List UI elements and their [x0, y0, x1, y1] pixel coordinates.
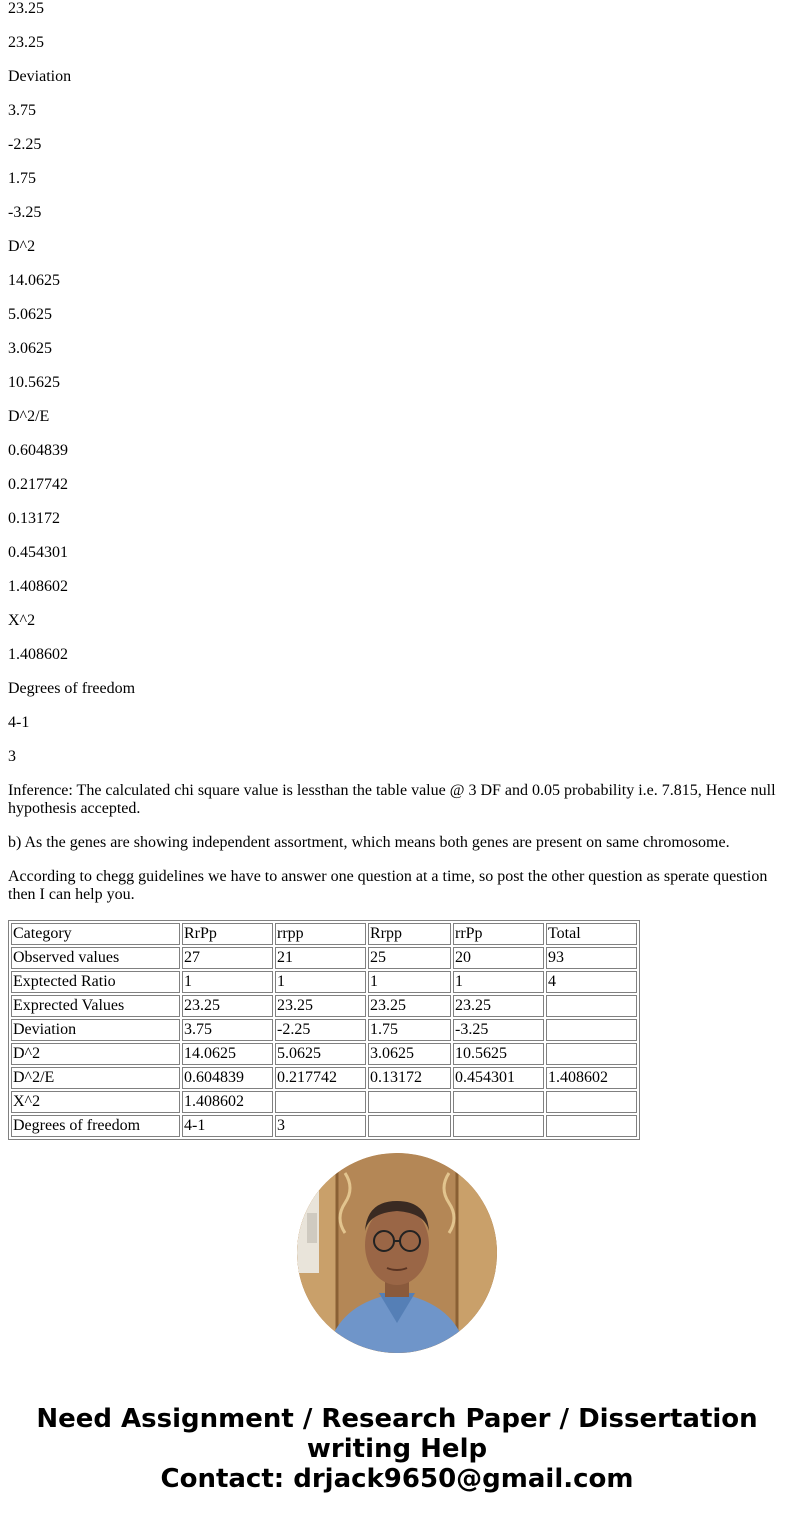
chi-square-table — [8, 920, 640, 1140]
table-cell — [368, 1115, 451, 1137]
table-cell: 0.604839 — [182, 1067, 273, 1089]
table-cell: D^2/E — [11, 1067, 180, 1089]
answer-paragraph: 5.0625 — [8, 306, 52, 323]
answer-paragraph: 3.0625 — [8, 340, 52, 357]
answer-paragraph: 1.75 — [8, 170, 36, 187]
table-header-cell: RrPp — [182, 923, 273, 945]
table-cell: 21 — [275, 947, 366, 969]
answer-paragraph: 23.25 — [8, 34, 44, 51]
table-cell: 1.408602 — [546, 1067, 637, 1089]
answer-paragraph: Deviation — [8, 68, 72, 85]
table-cell: -3.25 — [453, 1019, 544, 1041]
table-cell — [546, 995, 637, 1017]
table-row — [11, 1115, 637, 1137]
table-cell: 3.75 — [182, 1019, 273, 1041]
table-cell: Exptected Ratio — [11, 971, 180, 993]
table-cell: 3.0625 — [368, 1043, 451, 1065]
table-cell: 1 — [368, 971, 451, 993]
table-header-cell: Category — [11, 923, 180, 945]
table-cell: 27 — [182, 947, 273, 969]
answer-paragraphs — [8, 0, 786, 904]
answer-paragraph: D^2 — [8, 238, 36, 255]
table-cell: Observed values — [11, 947, 180, 969]
contact-banner — [0, 1404, 794, 1494]
author-avatar — [297, 1153, 497, 1353]
answer-paragraph: 23.25 — [8, 0, 44, 17]
table-cell — [275, 1091, 366, 1113]
table-row — [11, 1067, 637, 1089]
table-cell: 0.13172 — [368, 1067, 451, 1089]
table-cell: 0.217742 — [275, 1067, 366, 1089]
table-cell — [453, 1091, 544, 1113]
answer-paragraph: 3.75 — [8, 102, 36, 119]
table-cell: Exprected Values — [11, 995, 180, 1017]
table-cell — [546, 1091, 637, 1113]
table-cell: 23.25 — [182, 995, 273, 1017]
table-header-cell: Total — [546, 923, 637, 945]
table-cell: 1 — [182, 971, 273, 993]
table-cell: 93 — [546, 947, 637, 969]
table-cell: X^2 — [11, 1091, 180, 1113]
table-cell: 1.408602 — [182, 1091, 273, 1113]
answer-paragraph: 0.604839 — [8, 442, 68, 459]
table-cell: 23.25 — [368, 995, 451, 1017]
answer-paragraph: Inference: The calculated chi square value is lessthan the table value @ 3 DF and 0.05 probability i.e. 7.815, Hence null hypothesis accepted. — [8, 782, 776, 817]
answer-paragraph: 1.408602 — [8, 646, 68, 663]
table-cell: Degrees of freedom — [11, 1115, 180, 1137]
table-cell — [368, 1091, 451, 1113]
table-cell: 23.25 — [275, 995, 366, 1017]
portrait-icon — [297, 1153, 497, 1353]
answer-paragraph: 1.408602 — [8, 578, 68, 595]
table-cell: 1 — [275, 971, 366, 993]
answer-paragraph: X^2 — [8, 612, 36, 629]
table-cell: 10.5625 — [453, 1043, 544, 1065]
banner-line-2: writing Help — [306, 1434, 488, 1464]
answer-content — [8, 0, 786, 1140]
answer-paragraph: 0.13172 — [8, 510, 60, 527]
answer-paragraph: Degrees of freedom — [8, 680, 136, 697]
answer-paragraph: b) As the genes are showing independent assortment, which means both genes are present on same chromosome. — [8, 834, 730, 851]
answer-paragraph: According to chegg guidelines we have to answer one question at a time, so post the other question as sperate question then I can help you. — [8, 868, 768, 903]
answer-paragraph: 4-1 — [8, 714, 30, 731]
table-cell — [453, 1115, 544, 1137]
table-row — [11, 995, 637, 1017]
table-row — [11, 947, 637, 969]
answer-paragraph: -3.25 — [8, 204, 42, 221]
table-header-cell: rrPp — [453, 923, 544, 945]
answer-paragraph: 10.5625 — [8, 374, 60, 391]
table-header-cell: Rrpp — [368, 923, 451, 945]
table-cell: 14.0625 — [182, 1043, 273, 1065]
table-cell: 23.25 — [453, 995, 544, 1017]
banner-line-1: Need Assignment / Research Paper / Dissertation — [36, 1404, 758, 1434]
table-row — [11, 971, 637, 993]
table-cell: 20 — [453, 947, 544, 969]
answer-paragraph: 3 — [8, 748, 16, 765]
table-header-row — [11, 923, 637, 945]
answer-paragraph: -2.25 — [8, 136, 42, 153]
answer-paragraph: 0.454301 — [8, 544, 68, 561]
table-cell: 5.0625 — [275, 1043, 366, 1065]
table-cell: 0.454301 — [453, 1067, 544, 1089]
table-cell: 4 — [546, 971, 637, 993]
table-cell: D^2 — [11, 1043, 180, 1065]
table-cell: 25 — [368, 947, 451, 969]
table-cell: 4-1 — [182, 1115, 273, 1137]
table-cell: Deviation — [11, 1019, 180, 1041]
table-row — [11, 1019, 637, 1041]
answer-paragraph: 14.0625 — [8, 272, 60, 289]
table-cell: 1 — [453, 971, 544, 993]
table-header-cell: rrpp — [275, 923, 366, 945]
table-row — [11, 1043, 637, 1065]
banner-line-3: Contact: drjack9650@gmail.com — [160, 1464, 634, 1494]
table-row — [11, 1091, 637, 1113]
answer-paragraph: 0.217742 — [8, 476, 68, 493]
table-cell: 3 — [275, 1115, 366, 1137]
table-cell — [546, 1115, 637, 1137]
table-cell: -2.25 — [275, 1019, 366, 1041]
table-cell: 1.75 — [368, 1019, 451, 1041]
table-cell — [546, 1019, 637, 1041]
avatar-photo — [297, 1153, 497, 1353]
table-cell — [546, 1043, 637, 1065]
answer-paragraph: D^2/E — [8, 408, 50, 425]
